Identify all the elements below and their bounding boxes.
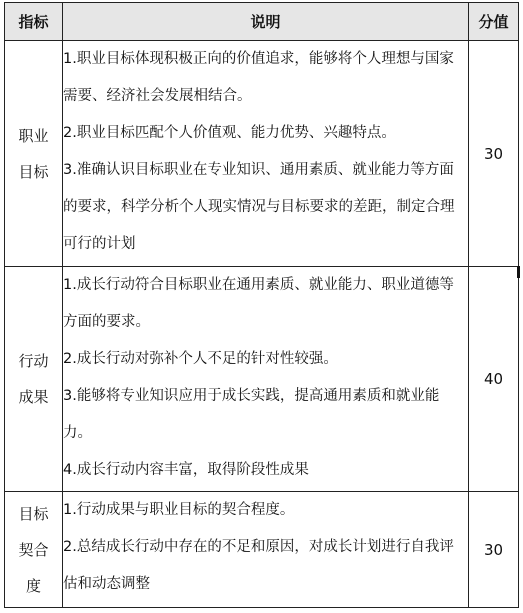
criterion-item: 2.职业目标匹配个人价值观、能力优势、兴趣特点。 [63, 125, 396, 141]
indicator-label-line: 契合 [18, 540, 49, 559]
indicator-label-line: 目标 [18, 162, 49, 181]
criterion-item: 1.行动成果与职业目标的契合程度。 [63, 502, 295, 518]
indicator-label-line: 目标 [18, 504, 49, 523]
indicator-cell [5, 267, 63, 492]
text-cursor-mark [517, 266, 520, 278]
header-score: 分值 [469, 3, 519, 41]
table-row [5, 41, 519, 267]
criterion-item: 1.成长行动符合目标职业在通用素质、就业能力、职业道德等方面的要求。 [63, 277, 454, 330]
table-row [5, 492, 519, 608]
indicator-label-line: 度 [25, 576, 41, 595]
description-cell [63, 267, 469, 492]
score-cell: 30 [469, 41, 519, 267]
table-row [5, 267, 519, 492]
score-cell: 40 [469, 267, 519, 492]
criterion-item: 2.成长行动对弥补个人不足的针对性较强。 [63, 351, 338, 367]
criterion-item: 1.职业目标体现积极正向的价值追求，能够将个人理想与国家需要、经济社会发展相结合。 [63, 51, 454, 104]
criterion-item: 2.总结成长行动中存在的不足和原因，对成长计划进行自我评估和动态调整 [63, 539, 454, 592]
header-indicator: 指标 [5, 3, 63, 41]
description-cell [63, 41, 469, 267]
indicator-cell [5, 41, 63, 267]
score-cell: 30 [469, 492, 519, 608]
indicator-cell [5, 492, 63, 608]
criterion-item: 3.能够将专业知识应用于成长实践，提高通用素质和就业能力。 [63, 388, 440, 441]
indicator-label-line: 职业 [18, 126, 49, 145]
criterion-item: 4.成长行动内容丰富，取得阶段性成果 [63, 462, 309, 478]
description-cell [63, 492, 469, 608]
header-row [5, 3, 519, 41]
criterion-item: 3.准确认识目标职业在专业知识、通用素质、就业能力等方面的要求，科学分析个人现实情况与目标要求的差距，制定合理可行的计划 [63, 162, 455, 252]
indicator-label-line: 成果 [18, 388, 49, 406]
indicator-label-line: 行动 [18, 352, 49, 370]
evaluation-table [4, 2, 519, 608]
header-description: 说明 [63, 3, 469, 41]
